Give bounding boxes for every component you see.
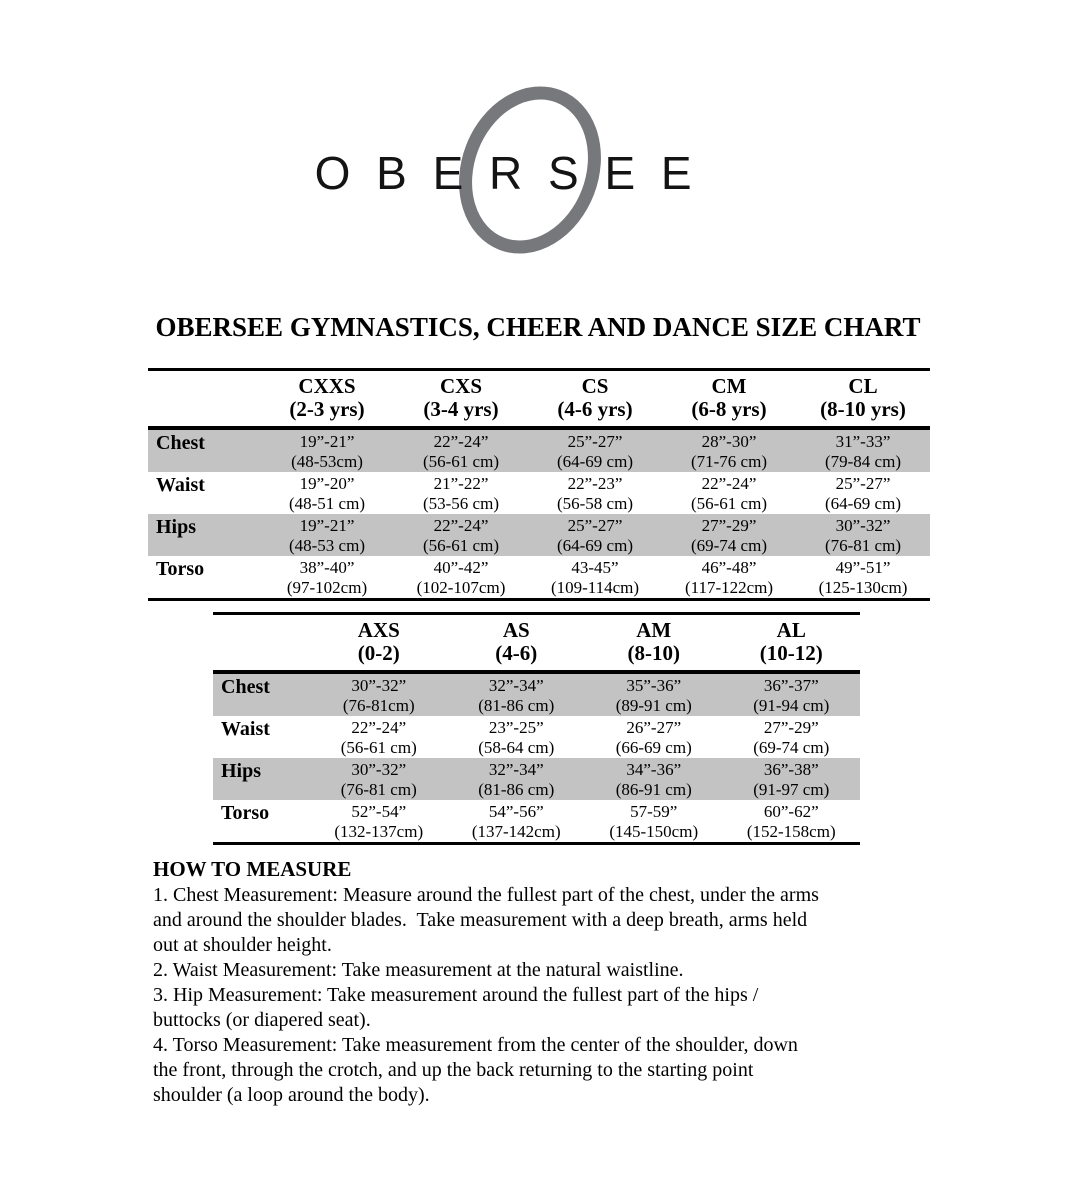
size-column-header xyxy=(448,614,586,673)
size-cell xyxy=(723,800,861,844)
cm-value: (48-53cm) xyxy=(291,452,363,471)
inches-value: 22”-24” xyxy=(433,516,489,535)
cm-value: (64-69 cm) xyxy=(556,452,633,471)
size-column-header xyxy=(796,370,930,429)
inches-value: 46”-48” xyxy=(701,558,757,577)
inches-value: 25”-27” xyxy=(567,516,623,535)
size-cell xyxy=(394,514,528,556)
size-cell xyxy=(260,514,394,556)
row-label: Hips xyxy=(156,516,197,538)
instruction-line: 2. Waist Measurement: Take measurement at the natural waistline. xyxy=(153,959,684,981)
row-label: Hips xyxy=(221,760,262,782)
adult-size-table xyxy=(213,612,860,845)
size-cell xyxy=(528,428,662,472)
inches-value: 52”-54” xyxy=(351,802,407,821)
size-cell xyxy=(310,800,448,844)
row-label: Chest xyxy=(156,432,205,454)
size-cell xyxy=(796,428,930,472)
inches-value: 22”-24” xyxy=(433,432,489,451)
inches-value: 22”-23” xyxy=(567,474,623,493)
size-cell xyxy=(585,716,723,758)
instruction-line: 3. Hip Measurement: Take measurement around the fullest part of the hips / xyxy=(153,984,759,1006)
table-row xyxy=(148,556,930,600)
inches-value: 49”-51” xyxy=(835,558,891,577)
inches-value: 36”-38” xyxy=(763,760,819,779)
age-range: (8-10 yrs) xyxy=(820,397,906,421)
size-cell xyxy=(662,556,796,600)
inches-value: 21”-22” xyxy=(433,474,489,493)
inches-value: 25”-27” xyxy=(567,432,623,451)
instruction-line: out at shoulder height. xyxy=(153,934,332,956)
inches-value: 19”-20” xyxy=(299,474,355,493)
cm-value: (137-142cm) xyxy=(471,822,561,841)
cm-value: (76-81 cm) xyxy=(824,536,901,555)
age-range: (2-3 yrs) xyxy=(289,397,365,421)
size-cell xyxy=(448,672,586,716)
inches-value: 54”-56” xyxy=(488,802,544,821)
size-code: AS xyxy=(502,618,530,642)
cm-value: (53-56 cm) xyxy=(422,494,499,513)
row-label: Waist xyxy=(221,718,270,740)
inches-value: 40”-42” xyxy=(433,558,489,577)
cm-value: (81-86 cm) xyxy=(478,696,555,715)
age-range: (4-6 yrs) xyxy=(557,397,633,421)
inches-value: 22”-24” xyxy=(351,718,407,737)
table-row xyxy=(148,472,930,514)
cm-value: (152-158cm) xyxy=(746,822,836,841)
inches-value: 23”-25” xyxy=(488,718,544,737)
size-cell xyxy=(310,758,448,800)
child-size-table xyxy=(148,368,930,601)
cm-value: (109-114cm) xyxy=(550,578,640,597)
size-cell xyxy=(394,428,528,472)
table-row xyxy=(213,758,860,800)
cm-value: (56-61 cm) xyxy=(422,536,499,555)
table-row xyxy=(148,514,930,556)
cm-value: (76-81 cm) xyxy=(340,780,417,799)
size-cell xyxy=(796,472,930,514)
cm-value: (125-130cm) xyxy=(818,578,908,597)
cm-value: (79-84 cm) xyxy=(824,452,901,471)
size-code: CXS xyxy=(439,374,482,398)
cm-value: (71-76 cm) xyxy=(690,452,767,471)
size-cell xyxy=(585,672,723,716)
cm-value: (66-69 cm) xyxy=(615,738,692,757)
how-to-measure-instructions xyxy=(153,883,953,1108)
inches-value: 34”-36” xyxy=(626,760,682,779)
cm-value: (145-150cm) xyxy=(609,822,699,841)
instruction-line: shoulder (a loop around the body). xyxy=(153,1084,430,1106)
row-label: Waist xyxy=(156,474,205,496)
cm-value: (132-137cm) xyxy=(334,822,424,841)
cm-value: (97-102cm) xyxy=(286,578,368,597)
size-cell xyxy=(662,514,796,556)
page-title: OBERSEE GYMNASTICS, CHEER AND DANCE SIZE CHART xyxy=(155,312,921,342)
inches-value: 27”-29” xyxy=(701,516,757,535)
inches-value: 30”-32” xyxy=(351,676,407,695)
age-range: (8-10) xyxy=(627,641,680,665)
size-cell xyxy=(796,556,930,600)
cm-value: (69-74 cm) xyxy=(753,738,830,757)
size-code: CM xyxy=(711,374,747,398)
how-to-measure-heading: HOW TO MEASURE xyxy=(153,857,352,881)
instruction-line: the front, through the crotch, and up the back returning to the starting point xyxy=(153,1059,754,1081)
cm-value: (86-91 cm) xyxy=(615,780,692,799)
instruction-line: and around the shoulder blades. Take measurement with a deep breath, arms held xyxy=(153,909,808,931)
size-column-header xyxy=(662,370,796,429)
obersee-logo xyxy=(278,80,798,270)
size-code: AXS xyxy=(357,618,400,642)
size-column-header xyxy=(585,614,723,673)
size-cell xyxy=(585,800,723,844)
corner-cell xyxy=(148,370,260,429)
inches-value: 19”-21” xyxy=(299,432,355,451)
cm-value: (64-69 cm) xyxy=(556,536,633,555)
size-column-header xyxy=(528,370,662,429)
inches-value: 26”-27” xyxy=(626,718,682,737)
age-range: (6-8 yrs) xyxy=(691,397,767,421)
logo-wordmark: OBERSEE xyxy=(314,147,718,199)
size-cell xyxy=(310,716,448,758)
size-column-header xyxy=(723,614,861,673)
size-cell xyxy=(528,472,662,514)
size-cell xyxy=(448,758,586,800)
cm-value: (81-86 cm) xyxy=(478,780,555,799)
cm-value: (58-64 cm) xyxy=(478,738,555,757)
size-cell xyxy=(394,556,528,600)
table-row xyxy=(213,800,860,844)
table-row xyxy=(213,672,860,716)
inches-value: 57-59” xyxy=(630,802,678,821)
size-cell xyxy=(394,472,528,514)
row-label: Chest xyxy=(221,676,270,698)
row-label: Torso xyxy=(156,558,205,580)
size-cell xyxy=(528,556,662,600)
row-label: Torso xyxy=(221,802,270,824)
cm-value: (69-74 cm) xyxy=(690,536,767,555)
table-row xyxy=(148,428,930,472)
header-row xyxy=(148,370,930,429)
cm-value: (56-61 cm) xyxy=(340,738,417,757)
size-column-header xyxy=(310,614,448,673)
size-cell xyxy=(585,758,723,800)
size-code: AL xyxy=(776,618,806,642)
size-cell xyxy=(662,428,796,472)
size-cell xyxy=(528,514,662,556)
inches-value: 32”-34” xyxy=(488,676,544,695)
cm-value: (56-61 cm) xyxy=(690,494,767,513)
inches-value: 25”-27” xyxy=(835,474,891,493)
corner-cell xyxy=(213,614,310,673)
inches-value: 19”-21” xyxy=(299,516,355,535)
cm-value: (56-61 cm) xyxy=(422,452,499,471)
inches-value: 30”-32” xyxy=(835,516,891,535)
size-cell xyxy=(662,472,796,514)
size-code: AM xyxy=(636,618,672,642)
size-cell xyxy=(723,758,861,800)
size-cell xyxy=(260,428,394,472)
size-cell xyxy=(796,514,930,556)
age-range: (0-2) xyxy=(357,641,400,665)
cm-value: (102-107cm) xyxy=(416,578,506,597)
size-cell xyxy=(448,716,586,758)
inches-value: 28”-30” xyxy=(701,432,757,451)
inches-value: 22”-24” xyxy=(701,474,757,493)
cm-value: (48-51 cm) xyxy=(288,494,365,513)
table-row xyxy=(213,716,860,758)
size-code: CXXS xyxy=(298,374,356,398)
cm-value: (91-97 cm) xyxy=(753,780,830,799)
cm-value: (76-81cm) xyxy=(342,696,415,715)
size-cell xyxy=(723,672,861,716)
header-row xyxy=(213,614,860,673)
cm-value: (56-58 cm) xyxy=(556,494,633,513)
instruction-line: buttocks (or diapered seat). xyxy=(153,1009,371,1031)
how-to-measure-section xyxy=(153,856,953,1108)
age-range: (10-12) xyxy=(759,641,823,665)
cm-value: (48-53 cm) xyxy=(288,536,365,555)
inches-value: 35”-36” xyxy=(626,676,682,695)
size-code: CL xyxy=(848,374,878,398)
inches-value: 31”-33” xyxy=(835,432,891,451)
cm-value: (64-69 cm) xyxy=(824,494,901,513)
inches-value: 38”-40” xyxy=(299,558,355,577)
size-column-header xyxy=(394,370,528,429)
inches-value: 43-45” xyxy=(571,558,619,577)
size-column-header xyxy=(260,370,394,429)
size-code: CS xyxy=(581,374,609,398)
size-cell xyxy=(260,556,394,600)
size-cell xyxy=(723,716,861,758)
cm-value: (89-91 cm) xyxy=(615,696,692,715)
age-range: (4-6) xyxy=(495,641,538,665)
age-range: (3-4 yrs) xyxy=(423,397,499,421)
size-cell xyxy=(448,800,586,844)
inches-value: 36”-37” xyxy=(763,676,819,695)
instruction-line: 4. Torso Measurement: Take measurement from the center of the shoulder, down xyxy=(153,1034,798,1056)
inches-value: 60”-62” xyxy=(763,802,819,821)
inches-value: 30”-32” xyxy=(351,760,407,779)
cm-value: (91-94 cm) xyxy=(753,696,830,715)
size-cell xyxy=(310,672,448,716)
cm-value: (117-122cm) xyxy=(684,578,774,597)
instruction-line: 1. Chest Measurement: Measure around the fullest part of the chest, under the arms xyxy=(153,884,819,906)
inches-value: 32”-34” xyxy=(488,760,544,779)
size-cell xyxy=(260,472,394,514)
inches-value: 27”-29” xyxy=(763,718,819,737)
